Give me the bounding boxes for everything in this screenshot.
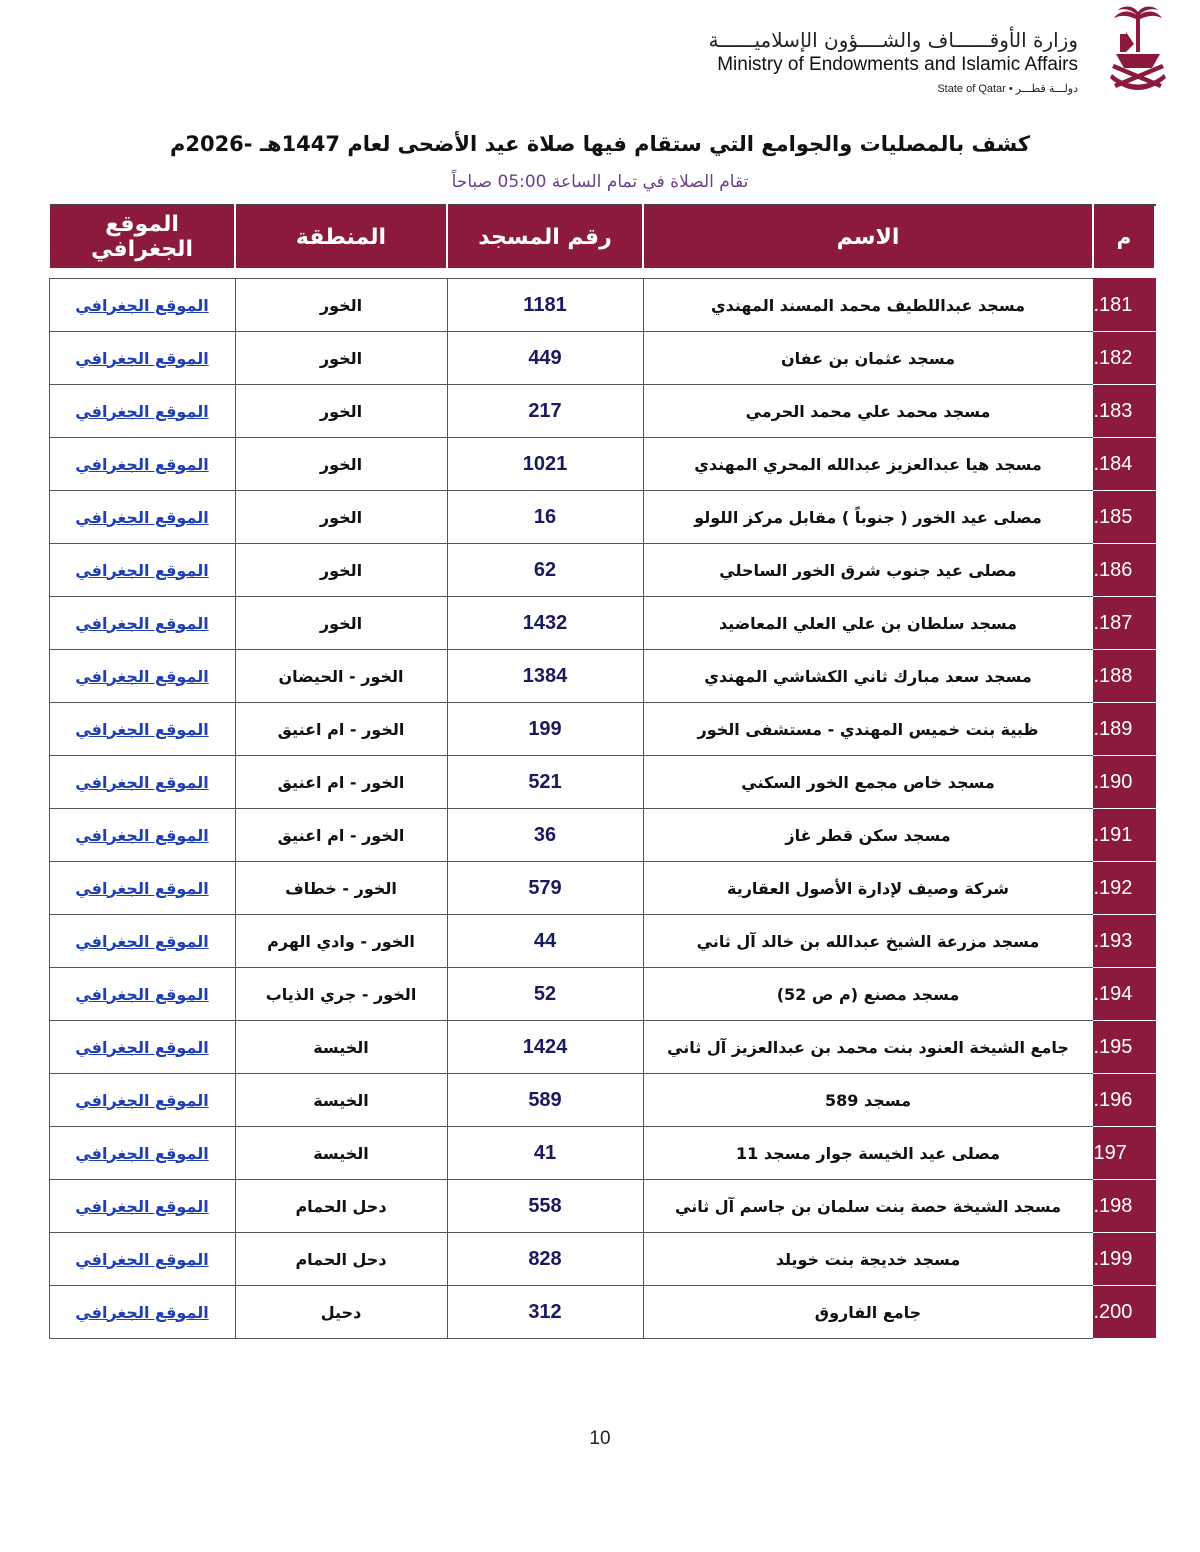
table-row — [49, 1074, 1155, 1127]
geo-location-cell — [49, 438, 235, 491]
mosque-name: مسجد مصنع (م ص 52) — [643, 968, 1093, 1021]
mosque-number: 1384 — [447, 650, 643, 703]
row-index: .191 — [1093, 809, 1155, 862]
table-row — [49, 756, 1155, 809]
mosque-number: 579 — [447, 862, 643, 915]
geo-location-link[interactable]: الموقع الجغرافي — [75, 1143, 209, 1163]
mosque-name: مصلى عيد الخور ( جنوباً ) مقابل مركز اللولو — [643, 491, 1093, 544]
mosque-name: مسجد سعد مبارك ثاني الكشاشي المهندي — [643, 650, 1093, 703]
column-header-geo-location: الموقع الجغرافي — [49, 205, 235, 269]
mosque-number: 1432 — [447, 597, 643, 650]
mosque-name: مسجد خاص مجمع الخور السكني — [643, 756, 1093, 809]
geo-location-cell — [49, 703, 235, 756]
geo-location-link[interactable]: الموقع الجغرافي — [75, 1302, 209, 1322]
geo-location-cell — [49, 756, 235, 809]
row-index: .182 — [1093, 332, 1155, 385]
geo-location-link[interactable]: الموقع الجغرافي — [75, 984, 209, 1004]
region: الخور - وادي الهرم — [235, 915, 447, 968]
geo-location-cell — [49, 650, 235, 703]
geo-location-link[interactable]: الموقع الجغرافي — [75, 401, 209, 421]
mosque-name: مسجد الشيخة حصة بنت سلمان بن جاسم آل ثاني — [643, 1180, 1093, 1233]
column-header-mosque-number: رقم المسجد — [447, 205, 643, 269]
mosque-name: جامع الشيخة العنود بنت محمد بن عبدالعزيز آل ثاني — [643, 1021, 1093, 1074]
geo-location-cell — [49, 385, 235, 438]
region: الخور - ام اعنيق — [235, 703, 447, 756]
region: دحل الحمام — [235, 1180, 447, 1233]
geo-location-cell — [49, 332, 235, 385]
table-row — [49, 862, 1155, 915]
mosque-number: 62 — [447, 544, 643, 597]
geo-location-link[interactable]: الموقع الجغرافي — [75, 1249, 209, 1269]
geo-location-link[interactable]: الموقع الجغرافي — [75, 772, 209, 792]
mosque-name: مسجد خديجة بنت خويلد — [643, 1233, 1093, 1286]
region: الخور — [235, 438, 447, 491]
row-index: .189 — [1093, 703, 1155, 756]
region: الخور — [235, 491, 447, 544]
mosque-name: مسجد مزرعة الشيخ عبدالله بن خالد آل ثاني — [643, 915, 1093, 968]
table-row — [49, 703, 1155, 756]
region: الخور — [235, 597, 447, 650]
row-index: .193 — [1093, 915, 1155, 968]
table-row — [49, 968, 1155, 1021]
mosque-number: 36 — [447, 809, 643, 862]
row-index: .190 — [1093, 756, 1155, 809]
table-row — [49, 915, 1155, 968]
mosque-name: مسجد محمد علي محمد الحرمي — [643, 385, 1093, 438]
mosque-number: 16 — [447, 491, 643, 544]
region: الخور - الحيضان — [235, 650, 447, 703]
row-index: 197 — [1093, 1127, 1155, 1180]
row-index: .195 — [1093, 1021, 1155, 1074]
mosque-name: شركة وصيف لإدارة الأصول العقارية — [643, 862, 1093, 915]
geo-location-link[interactable]: الموقع الجغرافي — [75, 1037, 209, 1057]
mosque-name: مسجد عثمان بن عفان — [643, 332, 1093, 385]
mosque-number: 558 — [447, 1180, 643, 1233]
region: الخور - خطاف — [235, 862, 447, 915]
row-index: .200 — [1093, 1286, 1155, 1339]
document-subtitle: تقام الصلاة في تمام الساعة 05:00 صباحاً — [451, 172, 749, 192]
geo-location-link[interactable]: الموقع الجغرافي — [75, 878, 209, 898]
region: الخور - ام اعنيق — [235, 756, 447, 809]
geo-location-link[interactable]: الموقع الجغرافي — [75, 454, 209, 474]
table-row — [49, 1286, 1155, 1339]
geo-location-link[interactable]: الموقع الجغرافي — [75, 348, 209, 368]
mosque-name: مسجد هيا عبدالعزيز عبدالله المحري المهندي — [643, 438, 1093, 491]
geo-location-cell — [49, 1286, 235, 1339]
geo-location-link[interactable]: الموقع الجغرافي — [75, 1090, 209, 1110]
qatar-emblem-icon — [1108, 4, 1168, 98]
row-index: .185 — [1093, 491, 1155, 544]
region: دحيل — [235, 1286, 447, 1339]
row-index: .199 — [1093, 1233, 1155, 1286]
mosque-number: 589 — [447, 1074, 643, 1127]
table-row — [49, 385, 1155, 438]
table-row — [49, 809, 1155, 862]
mosque-number: 449 — [447, 332, 643, 385]
table-row — [49, 438, 1155, 491]
geo-location-link[interactable]: الموقع الجغرافي — [75, 507, 209, 527]
geo-location-cell — [49, 809, 235, 862]
geo-location-link[interactable]: الموقع الجغرافي — [75, 719, 209, 739]
geo-location-cell — [49, 862, 235, 915]
table-row — [49, 1180, 1155, 1233]
mosque-number: 44 — [447, 915, 643, 968]
column-header-region: المنطقة — [235, 205, 447, 269]
geo-location-cell — [49, 491, 235, 544]
mosque-number: 217 — [447, 385, 643, 438]
region: الخور - ام اعنيق — [235, 809, 447, 862]
geo-location-link[interactable]: الموقع الجغرافي — [75, 560, 209, 580]
region: الخور — [235, 544, 447, 597]
mosque-name: مسجد سلطان بن علي العلي المعاضيد — [643, 597, 1093, 650]
table-body — [49, 269, 1155, 1339]
mosque-name: مصلى عيد الخيسة جوار مسجد 11 — [643, 1127, 1093, 1180]
state-label: State of Qatar • دولـــة قطـــر — [937, 83, 1078, 95]
region: الخيسة — [235, 1127, 447, 1180]
row-index: .188 — [1093, 650, 1155, 703]
page-header — [0, 0, 1200, 110]
geo-location-cell — [49, 1127, 235, 1180]
ministry-name-arabic: وزارة الأوقــــــاف والشــــؤون الإسلاميــــــة — [708, 28, 1078, 52]
table-row — [49, 279, 1155, 332]
document-title: كشف بالمصليات والجوامع التي ستقام فيها صلاة عيد الأضحى لعام 1447هـ -2026م — [169, 132, 1031, 156]
table-row — [49, 1233, 1155, 1286]
row-index: .194 — [1093, 968, 1155, 1021]
ministry-block — [709, 28, 1078, 95]
geo-location-cell — [49, 1021, 235, 1074]
row-index: .192 — [1093, 862, 1155, 915]
row-index: .181 — [1093, 279, 1155, 332]
region: الخور — [235, 332, 447, 385]
mosque-number: 1424 — [447, 1021, 643, 1074]
table-row — [49, 1021, 1155, 1074]
geo-location-cell — [49, 1074, 235, 1127]
geo-location-cell — [49, 1180, 235, 1233]
mosque-name: مسجد سكن قطر غاز — [643, 809, 1093, 862]
region: الخيسة — [235, 1021, 447, 1074]
region: الخور - جري الذياب — [235, 968, 447, 1021]
region: الخور — [235, 385, 447, 438]
column-header-num: م — [1093, 205, 1155, 269]
column-header-name: الاسم — [643, 205, 1093, 269]
mosque-name: جامع الفاروق — [643, 1286, 1093, 1339]
region: الخور — [235, 279, 447, 332]
row-index: .186 — [1093, 544, 1155, 597]
geo-location-link[interactable]: الموقع الجغرافي — [75, 613, 209, 633]
geo-location-link[interactable]: الموقع الجغرافي — [75, 295, 209, 315]
geo-location-cell — [49, 968, 235, 1021]
geo-location-cell — [49, 1233, 235, 1286]
table-row — [49, 544, 1155, 597]
geo-location-cell — [49, 597, 235, 650]
mosque-number: 41 — [447, 1127, 643, 1180]
geo-location-cell — [49, 544, 235, 597]
mosque-name: مصلى عيد جنوب شرق الخور الساحلي — [643, 544, 1093, 597]
geo-location-link[interactable]: الموقع الجغرافي — [75, 666, 209, 686]
row-index: .184 — [1093, 438, 1155, 491]
mosque-number: 828 — [447, 1233, 643, 1286]
row-index: .183 — [1093, 385, 1155, 438]
page-number: 10 — [589, 1428, 611, 1449]
mosque-name: مسجد 589 — [643, 1074, 1093, 1127]
mosque-number: 312 — [447, 1286, 643, 1339]
row-index: .198 — [1093, 1180, 1155, 1233]
table-row — [49, 491, 1155, 544]
table-header — [49, 205, 1155, 269]
row-index: .187 — [1093, 597, 1155, 650]
mosques-table — [48, 204, 1156, 1339]
mosque-name: ظبية بنت خميس المهندي - مستشفى الخور — [643, 703, 1093, 756]
mosque-number: 1181 — [447, 279, 643, 332]
region: دحل الحمام — [235, 1233, 447, 1286]
ministry-name-english: Ministry of Endowments and Islamic Affairs — [717, 54, 1078, 75]
table-row — [49, 332, 1155, 385]
table-row — [49, 1127, 1155, 1180]
mosque-name: مسجد عبداللطيف محمد المسند المهندي — [643, 279, 1093, 332]
geo-location-link[interactable]: الموقع الجغرافي — [75, 931, 209, 951]
region: الخيسة — [235, 1074, 447, 1127]
table-row — [49, 597, 1155, 650]
mosque-number: 521 — [447, 756, 643, 809]
mosque-number: 199 — [447, 703, 643, 756]
geo-location-link[interactable]: الموقع الجغرافي — [75, 1196, 209, 1216]
geo-location-cell — [49, 915, 235, 968]
table-row — [49, 650, 1155, 703]
geo-location-link[interactable]: الموقع الجغرافي — [75, 825, 209, 845]
geo-location-cell — [49, 279, 235, 332]
mosque-number: 52 — [447, 968, 643, 1021]
row-index: .196 — [1093, 1074, 1155, 1127]
mosque-number: 1021 — [447, 438, 643, 491]
